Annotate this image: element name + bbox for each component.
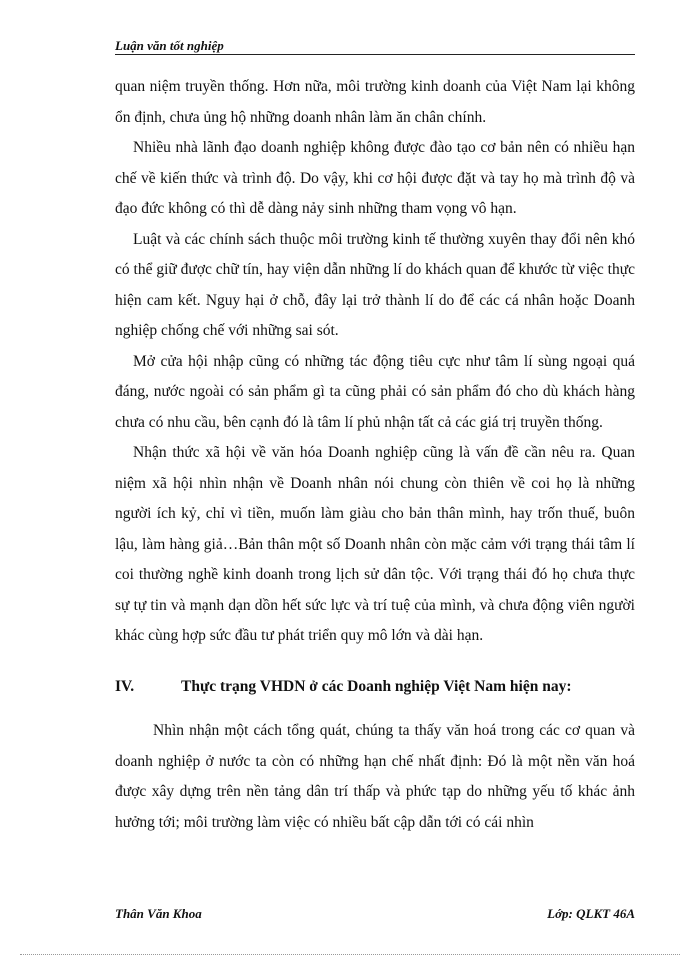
document-body <box>115 72 635 838</box>
footer-class: Lớp: QLKT 46A <box>547 906 635 921</box>
paragraph-3: Luật và các chính sách thuộc môi trường kinh tế thường xuyên thay đổi nên khó có thể giữ được chữ tín, hay viện dẫn những lí do khách quan để khước từ việc thực hiện cam kết. Nguy hại ở chỗ, đây lại trở thành lí do để các cá nhân hoặc Doanh nghiệp chống chế với những sai sót. <box>115 230 635 339</box>
footer-divider <box>20 954 680 955</box>
section-heading <box>115 672 635 703</box>
paragraph-5: Nhận thức xã hội về văn hóa Doanh nghiệp cũng là vấn đề cần nêu ra. Quan niệm xã hội nhìn nhận về Doanh nhân nói chung còn thiên về coi họ là những người ích kỷ, chỉ vì tiền, muốn làm giàu cho bản thân mình, hay trốn thuế, buôn lậu, làm hàng giả…Bản thân một số Doanh nhân còn mặc cảm với trạng thái tâm lí coi thường nghề kinh doanh trong lịch sử dân tộc. Với trạng thái đó họ chưa thực sự tự tin và mạnh dạn dồn hết sức lực và trí tuệ của mình, và chưa động viên người khác cùng hợp sức đầu tư phát triển quy mô lớn và dài hạn. <box>115 444 635 644</box>
section-paragraph: Nhìn nhận một cách tổng quát, chúng ta thấy văn hoá trong các cơ quan và doanh nghiệp ở nước ta còn có những hạn chế nhất định: Đó là một nền văn hoá được xây dựng trên nền tảng dân trí thấp và phức tạp do những yếu tố khác ảnh hưởng tới; môi trường làm việc có nhiều bất cập dẫn tới có cái nhìn <box>115 722 635 831</box>
paragraph-4: Mở cửa hội nhập cũng có những tác động tiêu cực như tâm lí sùng ngoại quá đáng, nước ngoài có sản phẩm gì ta cũng phải có sản phẩm đó cho dù khách hàng chưa có nhu cầu, bên cạnh đó là tâm lí phủ nhận tất cả các giá trị truyền thống. <box>115 352 635 431</box>
paragraph-1: quan niệm truyền thống. Hơn nữa, môi trường kinh doanh của Việt Nam lại không ổn định, chưa ủng hộ những doanh nhân làm ăn chân chính. <box>115 78 635 126</box>
page-header-title: Luận văn tốt nghiệp <box>115 38 224 53</box>
section-number: IV. <box>115 677 135 695</box>
paragraph-2: Nhiều nhà lãnh đạo doanh nghiệp không được đào tạo cơ bản nên có nhiều hạn chế về kiến thức và trình độ. Do vậy, khi cơ hội được đặt và tay họ mà trình độ và đạo đức không có thì dễ dàng nảy sinh những tham vọng vô hạn. <box>115 139 635 217</box>
footer-author: Thân Văn Khoa <box>115 906 202 921</box>
section-title: Thực trạng VHDN ở các Doanh nghiệp Việt Nam hiện nay: <box>181 677 572 695</box>
header-divider <box>115 54 635 55</box>
